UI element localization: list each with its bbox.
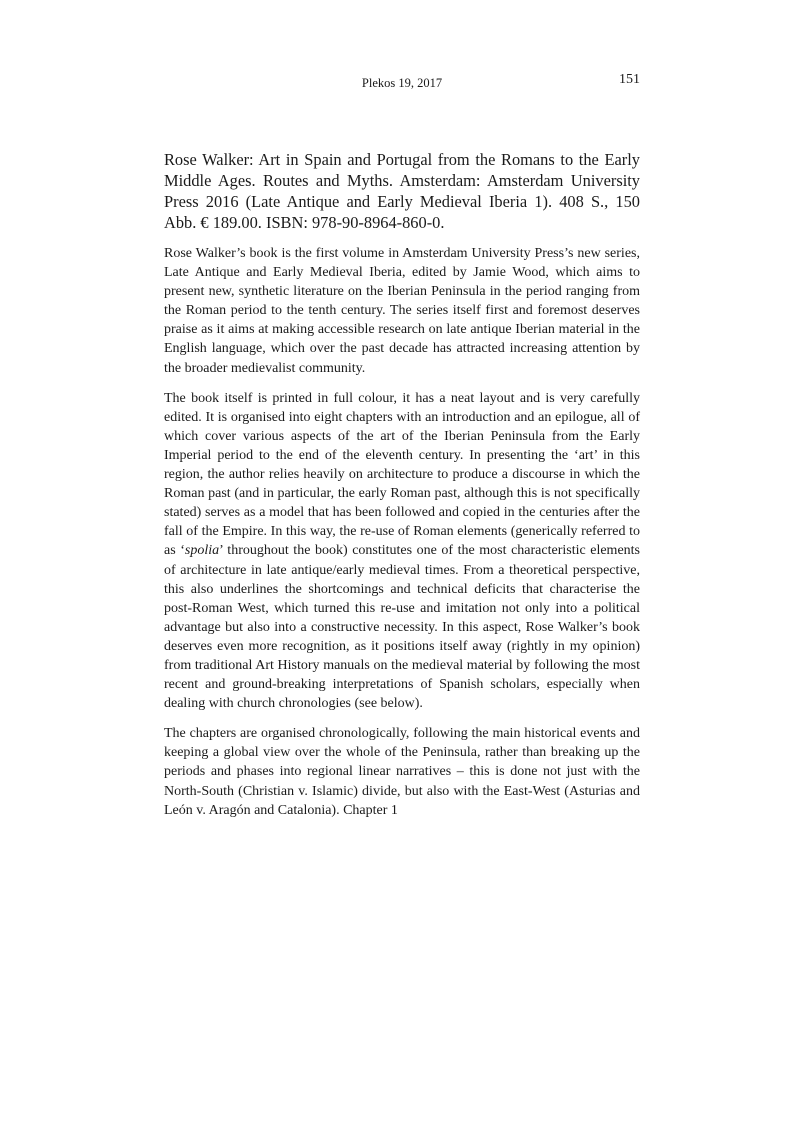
review-heading: Rose Walker: Art in Spain and Portugal from the Romans to the Early Middle Ages. Routes and Myths. Amsterdam: Amsterdam University Press 2016 (Late Antique and Early Medieval Iberia 1). 408 S., 150 Abb. € 189.00. ISBN: 978-90-8964-860-0. [164, 150, 640, 232]
running-head: Plekos 19, 2017 [361, 76, 443, 90]
paragraph-1: Rose Walker’s book is the first volume in Amsterdam University Press’s new series, Late Antique and Early Medieval Iberia, edited by Jamie Wood, which aims to present new, synthetic literature on the Iberian Peninsula in the period ranging from the Roman period to the tenth century. The series itself first and foremost deserves praise as it aims at making accessible research on late antique Iberian material in the English language, which over the past decade has attracted increasing attention by the broader medievalist community. [164, 246, 640, 376]
review-body [164, 244, 640, 831]
paragraph-2-text-b: ’ throughout the book) constitutes one of the most characteristic elements of architecture in late antique/early medieval times. From a theoretical perspective, this also underlines the shortcomings and technical deficits that characterise the post-Roman West, which turned this re-use and imitation not only into a political advantage but also into a constructive necessity. In this aspect, Rose Walker’s book deserves even more recognition, as it positions itself away (rightly in my opinion) from traditional Art History manuals on the medieval material by following the most recent and ground-breaking interpretations of Spanish scholars, especially when dealing with church chronologies (see below). [164, 543, 641, 712]
page-number: 151 [619, 72, 640, 87]
paragraph-3: The chapters are organised chronologically, following the main historical events and keeping a global view over the whole of the Peninsula, rather than breaking up the periods and phases into regional linear narratives – this is done not just with the North-South (Christian v. Islamic) divide, but also with the East-West (Asturias and León v. Aragón and Catalonia). Chapter 1 [164, 726, 640, 818]
paragraph-2 [164, 389, 640, 714]
paragraph-2-text-a: The book itself is printed in full colour, it has a neat layout and is very carefully edited. It is organised into eight chapters with an introduction and an epilogue, all of which cover various aspects of the art of the Iberian Peninsula from the Early Imperial period to the end of the eleventh century. In presenting the ‘art’ in this region, the author relies heavily on architecture to produce a discourse in which the Roman past (and in particular, the early Roman past, although this is not specifically stated) serves as a model that has been followed and copied in the centuries after the fall of the Empire. In this way, the re-use of Roman elements (generically referred to as ‘ [164, 390, 640, 559]
spolia-term: spolia [184, 543, 220, 559]
